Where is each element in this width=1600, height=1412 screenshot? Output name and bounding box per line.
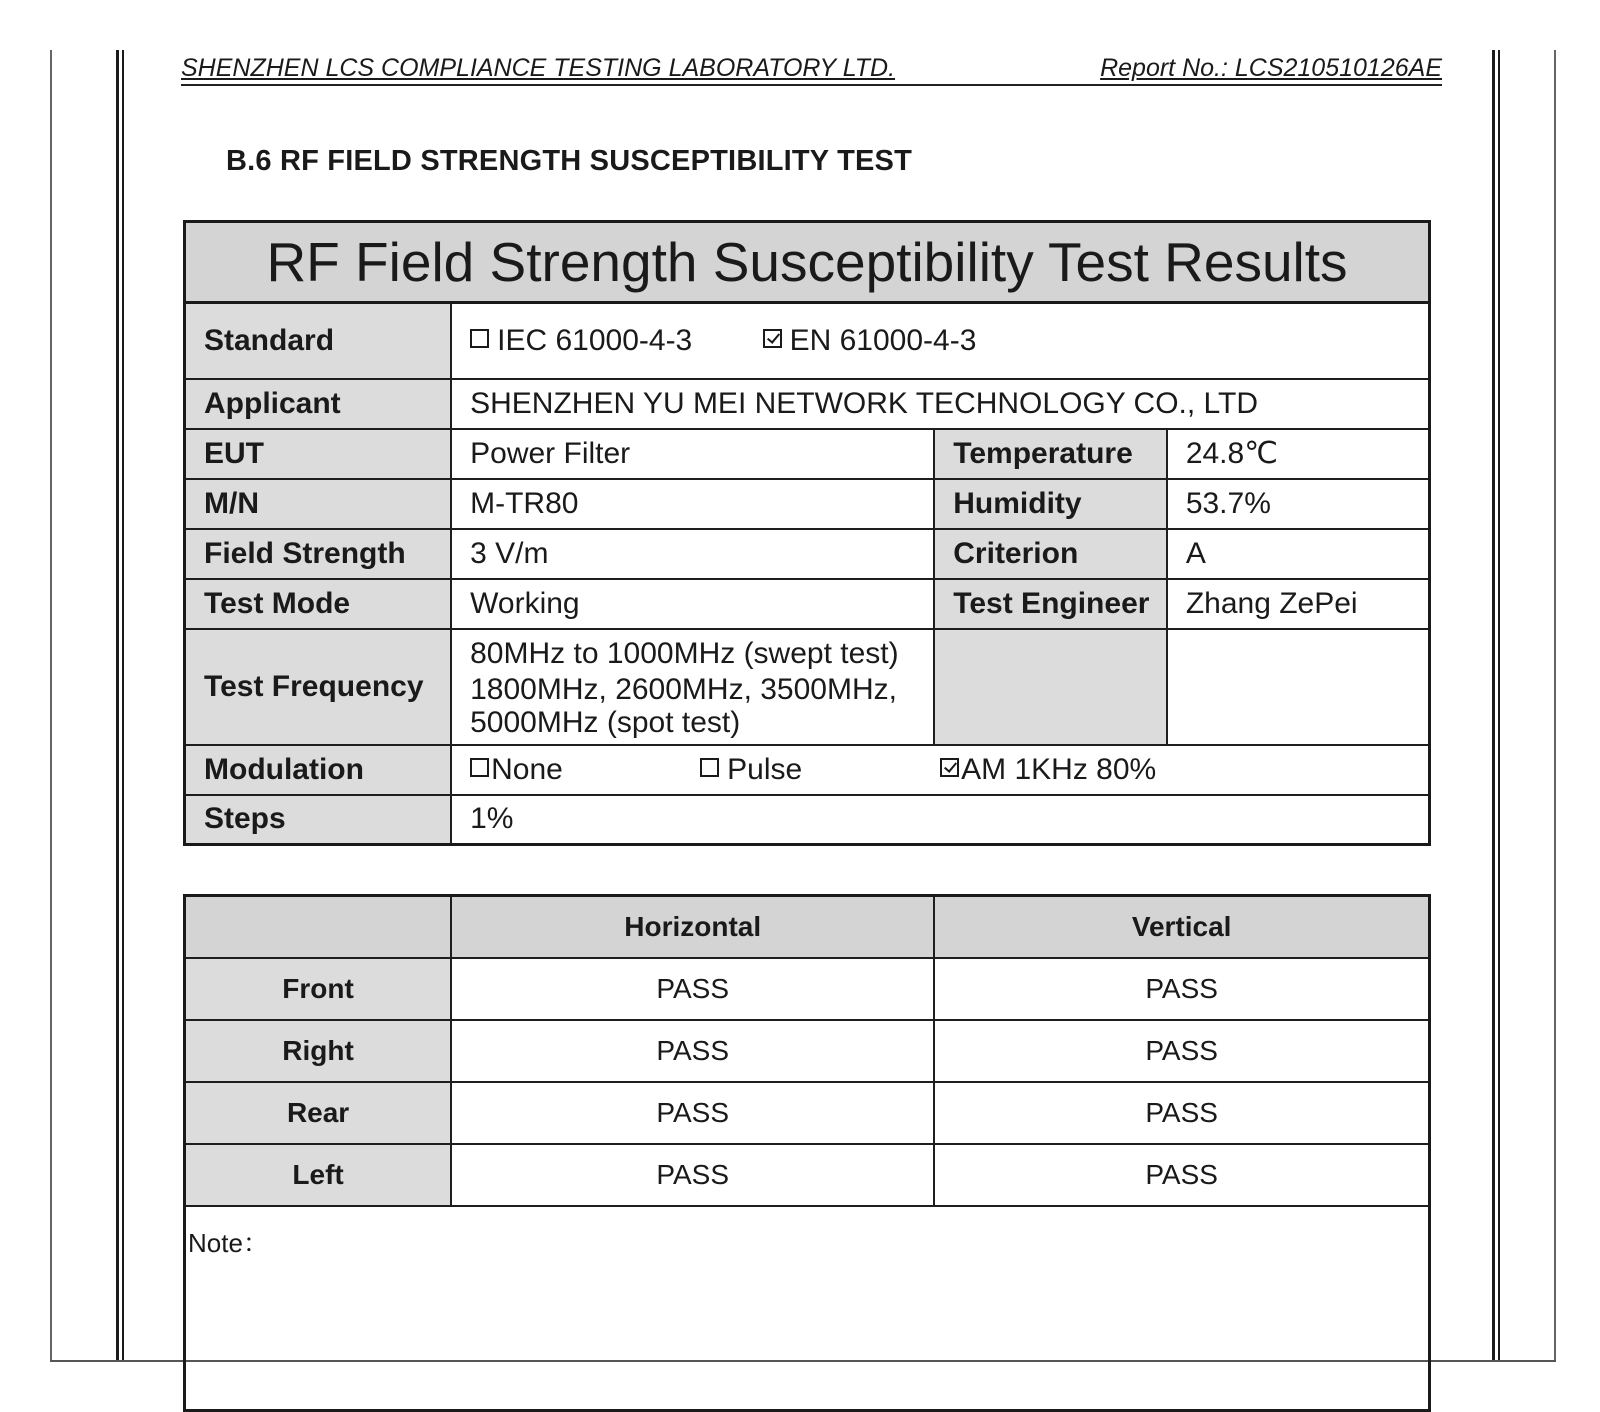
standard-value: [451, 303, 1429, 379]
criterion-value: A: [1167, 529, 1430, 579]
result-vertical: PASS: [934, 1020, 1429, 1082]
page-border-right-inner-b: [1498, 50, 1500, 1362]
test-frequency-label: Test Frequency: [185, 629, 452, 745]
test-mode-value: Working: [451, 579, 934, 629]
section-title: B.6 RF FIELD STRENGTH SUSCEPTIBILITY TEST: [226, 145, 912, 177]
modulation-option-none: None: [470, 753, 700, 787]
page-border-left-inner-a: [116, 50, 119, 1362]
table-row: [185, 1082, 1430, 1144]
test-frequency-value: [451, 629, 934, 745]
steps-value: 1%: [451, 795, 1429, 845]
humidity-value: 53.7%: [1167, 479, 1430, 529]
empty-label-cell: [934, 629, 1167, 745]
checkbox-checked-icon: [763, 329, 782, 348]
standard-label: Standard: [185, 303, 452, 379]
eut-label: EUT: [185, 429, 452, 479]
checkbox-unchecked-icon: [700, 758, 719, 777]
applicant-value: SHENZHEN YU MEI NETWORK TECHNOLOGY CO., LTD: [451, 379, 1429, 429]
temperature-label: Temperature: [934, 429, 1167, 479]
page-border-right-outer: [1554, 50, 1556, 1362]
test-frequency-line: 80MHz to 1000MHz (swept test): [470, 636, 899, 670]
test-info-table: [183, 220, 1431, 846]
running-header: [181, 54, 1442, 86]
test-engineer-value: Zhang ZePei: [1167, 579, 1430, 629]
field-strength-value: 3 V/m: [451, 529, 934, 579]
test-frequency-line: 1800MHz, 2600MHz, 3500MHz,: [470, 672, 897, 706]
report-number: Report No.: LCS210510126AE: [1100, 54, 1442, 82]
result-vertical: PASS: [934, 1082, 1429, 1144]
side-label: Front: [185, 958, 452, 1020]
standard-option-en: EN 61000-4-3: [763, 324, 977, 358]
test-frequency-line: 5000MHz (spot test): [470, 705, 741, 739]
results-corner-cell: [185, 896, 452, 959]
note-cell: [185, 1206, 1430, 1411]
page-border-left-inner-b: [122, 50, 124, 1362]
table-row: [185, 958, 1430, 1020]
page-border-right-inner-a: [1492, 50, 1495, 1362]
result-horizontal: PASS: [451, 958, 934, 1020]
mn-label: M/N: [185, 479, 452, 529]
humidity-label: Humidity: [934, 479, 1167, 529]
checkbox-checked-icon: [940, 758, 959, 777]
result-horizontal: PASS: [451, 1020, 934, 1082]
modulation-option-am: AM 1KHz 80%: [940, 753, 1156, 787]
checkbox-unchecked-icon: [470, 329, 489, 348]
standard-option-iec: IEC 61000-4-3: [470, 324, 692, 358]
column-header-horizontal: Horizontal: [451, 896, 934, 959]
result-horizontal: PASS: [451, 1082, 934, 1144]
result-horizontal: PASS: [451, 1144, 934, 1206]
side-label: Left: [185, 1144, 452, 1206]
table-row: [185, 1020, 1430, 1082]
side-label: Rear: [185, 1082, 452, 1144]
result-vertical: PASS: [934, 958, 1429, 1020]
page-border-left-outer: [50, 50, 52, 1362]
temperature-value: 24.8℃: [1167, 429, 1430, 479]
criterion-label: Criterion: [934, 529, 1167, 579]
side-label: Right: [185, 1020, 452, 1082]
column-header-vertical: Vertical: [934, 896, 1429, 959]
modulation-value: [451, 745, 1429, 795]
modulation-option-pulse: Pulse: [700, 753, 940, 787]
mn-value: M-TR80: [451, 479, 934, 529]
modulation-label: Modulation: [185, 745, 452, 795]
empty-value-cell: [1167, 629, 1430, 745]
note-label: Note：: [188, 1228, 269, 1258]
test-mode-label: Test Mode: [185, 579, 452, 629]
eut-value: Power Filter: [451, 429, 934, 479]
table-row: [185, 1144, 1430, 1206]
checkbox-unchecked-icon: [470, 758, 489, 777]
polarization-results-table: [183, 894, 1431, 1412]
result-vertical: PASS: [934, 1144, 1429, 1206]
test-engineer-label: Test Engineer: [934, 579, 1167, 629]
results-table-title: RF Field Strength Susceptibility Test Results: [185, 222, 1430, 303]
steps-label: Steps: [185, 795, 452, 845]
applicant-label: Applicant: [185, 379, 452, 429]
field-strength-label: Field Strength: [185, 529, 452, 579]
company-name: SHENZHEN LCS COMPLIANCE TESTING LABORATORY LTD.: [181, 54, 896, 82]
